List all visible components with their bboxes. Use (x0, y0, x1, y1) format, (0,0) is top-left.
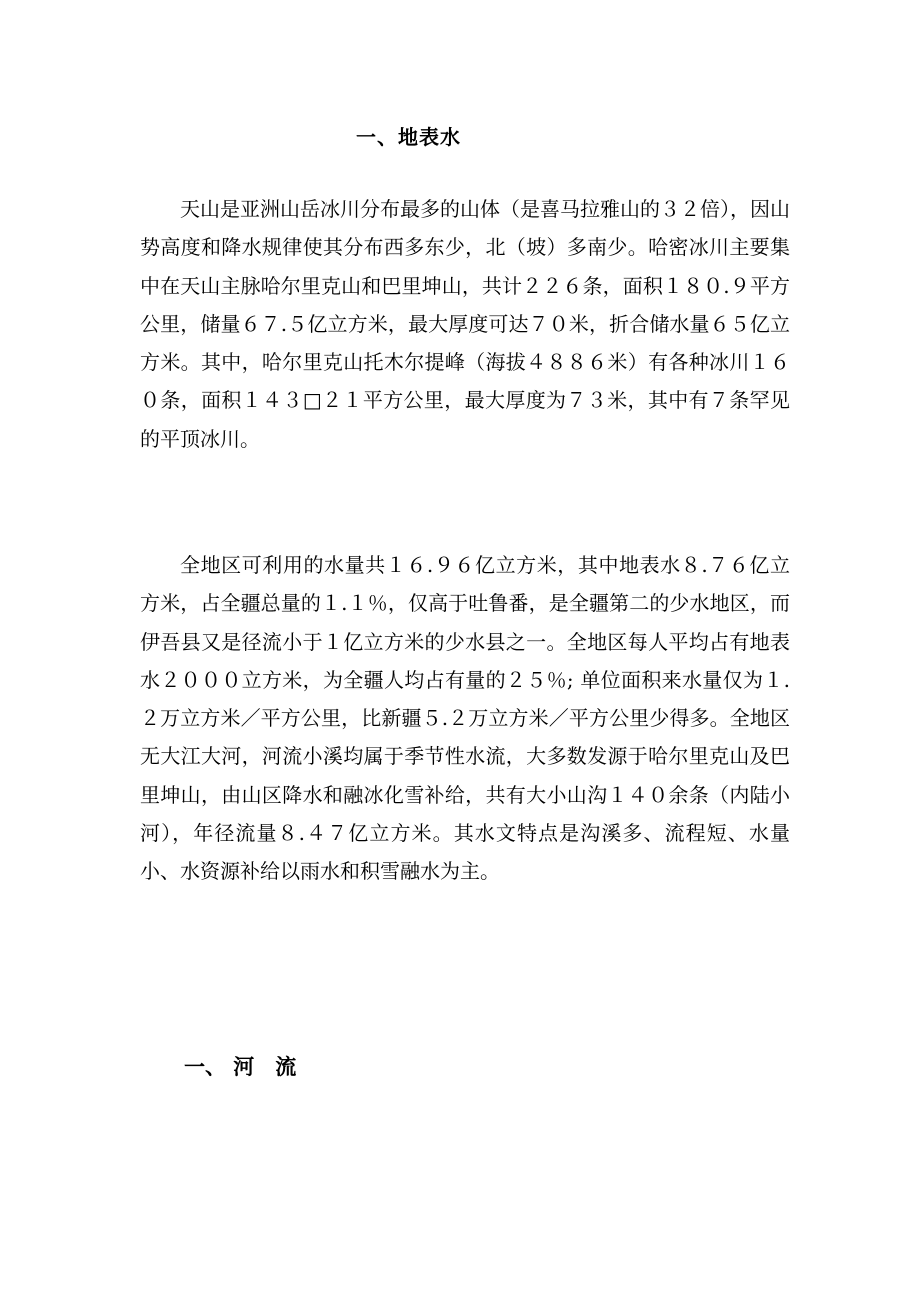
subsection-heading-rivers: 一、 河 流 (184, 1054, 297, 1079)
section-heading: 一、地表水 (356, 125, 461, 149)
paragraph-glaciers: 天山是亚洲山岳冰川分布最多的山体（是喜马拉雅山的３２倍），因山势高度和降水规律使其分布西多东少，北（坡）多南少。哈密冰川主要集中在天山主脉哈尔里克山和巴里坤山，共计２２６条，面积１８０.９平方公里，储量６７.５亿立方米，最大厚度可达７０米，折合储水量６５亿立方米。其中，哈尔里克山托木尔提峰（海拔４８８６米）有各种冰川１６０条，面积１４３□２１平方公里，最大厚度为７３米，其中有７条罕见的平顶冰川。 (140, 197, 790, 451)
paragraph-water-resources: 全地区可利用的水量共１６.９６亿立方米，其中地表水８.７６亿立方米，占全疆总量的１.１％，仅高于吐鲁番，是全疆第二的少水地区，而伊吾县又是径流小于１亿立方米的少水县之一。全地区每人平均占有地表水２０００立方米，为全疆人均占有量的２５％; 单位面积来水量仅为１.２万立方米／平方公里，比新疆５.２万立方米／平方公里少得多。全地区无大江大河，河流小溪均属于季节性水流，大多数发源于哈尔里克山及巴里坤山，由山区降水和融冰化雪补给，共有大小山沟１４０余条（内陆小河），年径流量８.４７亿立方米。其水文特点是沟溪多、流程短、水量小、水资源补给以雨水和积雪融水为主。 (140, 553, 790, 884)
